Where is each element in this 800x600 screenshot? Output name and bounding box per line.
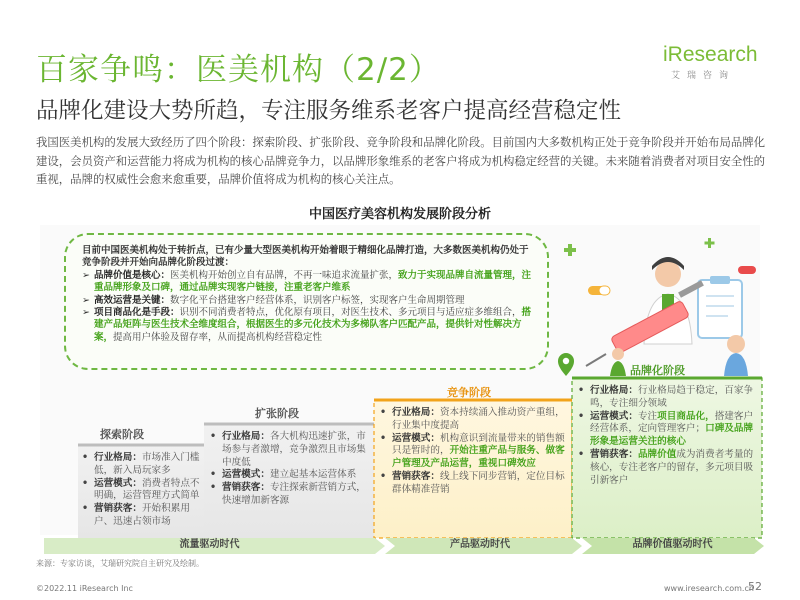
stage-item: • 营销获客：品牌价值成为消费者考量的核心，专注老客户的留存，多元项目吸引新客户 — [578, 448, 754, 486]
stage-details-competition — [380, 407, 568, 497]
callout-key: 高效运营是关键： — [94, 294, 171, 306]
stage-details-expansion — [210, 431, 370, 508]
patient-figure-icon — [724, 335, 748, 376]
callout-key: 品牌价值是核心： — [94, 269, 171, 281]
stage-label-exploration: 探索阶段 — [100, 428, 144, 441]
copyright: ©2022.11 iResearch Inc — [36, 584, 133, 593]
logo-subtitle: 艾瑞咨询 — [671, 71, 736, 81]
arrow-bullet-icon: ➢ — [82, 269, 90, 281]
arrow-bullet-icon: ➢ — [82, 294, 90, 306]
stage-item: • 营销获客：线上线下同步营销，定位目标群体精准营销 — [380, 470, 565, 495]
callout-key: 项目商品化是手段： — [94, 307, 180, 319]
small-person-icon — [610, 348, 626, 376]
stage-item: • 营销获客：专注探索新营销方式，快速增加新客源 — [210, 482, 366, 506]
era-label-product: 产品驱动时代 — [450, 539, 510, 550]
page-subtitle: 品牌化建设大势所趋，专注服务维系老客户提高经营稳定性 — [36, 98, 622, 124]
stage-label-competition: 竞争阶段 — [447, 386, 491, 399]
stage-details-brand — [578, 385, 758, 487]
callout-text: 识别不同消费者特点，优化原有项目，对医生技术、多元项目与适应症多维组合， — [179, 307, 522, 319]
stage-item: • 营销获客：开始积累用户、迅速占领市场 — [82, 503, 190, 527]
website-link[interactable]: www.iresearch.com.cn — [664, 584, 754, 593]
source-note: 来源：专家访谈，艾瑞研究院自主研究及绘制。 — [36, 559, 204, 568]
logo-wordmark: iResearch — [663, 43, 758, 66]
intro-paragraph: 我国医美机构的发展大致经历了四个阶段：探索阶段、扩张阶段、竞争阶段和品牌化阶段。目前国内大多数机构正处于竞争阶段并开始布局品牌化建设，会员资产和运营能力将成为机构的核心品牌竞争力，以品牌形象维系的老客户将成为机构稳定经营的关键。未来随着消费者对项目安全性的重视，品牌的权威性会愈来愈重要，品牌价值将成为机构的核心关注点。 — [36, 135, 766, 186]
stage-item: • 运营模式：专注项目商品化，搭建客户经营体系，定向管理客户；口碑及品牌形象是运营关注的核心 — [578, 410, 754, 448]
callout-item — [82, 270, 535, 295]
stage-item: • 行业格局：行业格局趋于稳定，百家争鸣，专注细分领域 — [578, 385, 754, 409]
era-label-brand-value: 品牌价值驱动时代 — [632, 539, 713, 550]
medical-illustration — [548, 226, 768, 376]
page-title: 百家争鸣：医美机构（2/2） — [36, 52, 441, 88]
callout-highlight: 致力于实现品牌自流量管理，注重品牌形象及口碑，通过品牌实现客户链接，注重老客户维系 — [94, 269, 532, 294]
stage-item: • 运营模式：机构意识到流量带来的销售额只是暂时的，开始注重产品与服务、做客户管理及产品运营，重视口碑效应 — [380, 432, 565, 470]
status-callout — [64, 233, 549, 370]
stage-item: • 行业格局：各大机构迅速扩张，市场参与者激增，竞争激烈且市场集中度低 — [210, 431, 366, 468]
callout-item — [82, 307, 535, 344]
stage-details-exploration — [82, 452, 200, 529]
callout-tail: 提高用户体验及留存率，从而提高机构经营稳定性 — [113, 331, 323, 343]
chart-title: 中国医疗美容机构发展阶段分析 — [308, 207, 491, 222]
stage-item: • 行业格局：市场准入门槛低，新入局玩家多 — [82, 452, 200, 476]
arrow-bullet-icon: ➢ — [82, 307, 90, 319]
callout-highlight: 搭建产品矩阵与医生技术全维度组合，根据医生的多元化技术为多梯队客户匹配产品，提供针对性解决方案， — [94, 307, 532, 343]
stage-item: • 行业格局：资本持续涌入推动资产重组，行业集中度提高 — [380, 407, 565, 431]
era-label-traffic: 流量驱动时代 — [179, 539, 240, 550]
callout-text: 医美机构开始创立自有品牌，不再一味追求流量扩张， — [170, 269, 399, 281]
callout-lead: 目前中国医美机构处于转折点，已有少量大型医美机构开始着眼于精细化品牌打造，大多数医美机构仍处于竞争阶段并开始向品牌化阶段过渡： — [82, 245, 529, 269]
stage-label-brand: 品牌化阶段 — [630, 364, 685, 377]
page-number: 52 — [748, 580, 762, 593]
clipboard-icon — [698, 276, 742, 338]
stage-label-expansion: 扩张阶段 — [255, 407, 299, 420]
stage-item: • 运营模式：建立起基本运营体系 — [210, 469, 357, 481]
callout-text: 数字化平台搭建客户经营体系，识别客户标签，实现客户生命周期管理 — [170, 294, 465, 306]
stage-item: • 运营模式：消费者特点不明确，运营管理方式简单 — [82, 477, 200, 502]
callout-item — [82, 295, 535, 307]
plus-sign-icon — [564, 238, 715, 256]
